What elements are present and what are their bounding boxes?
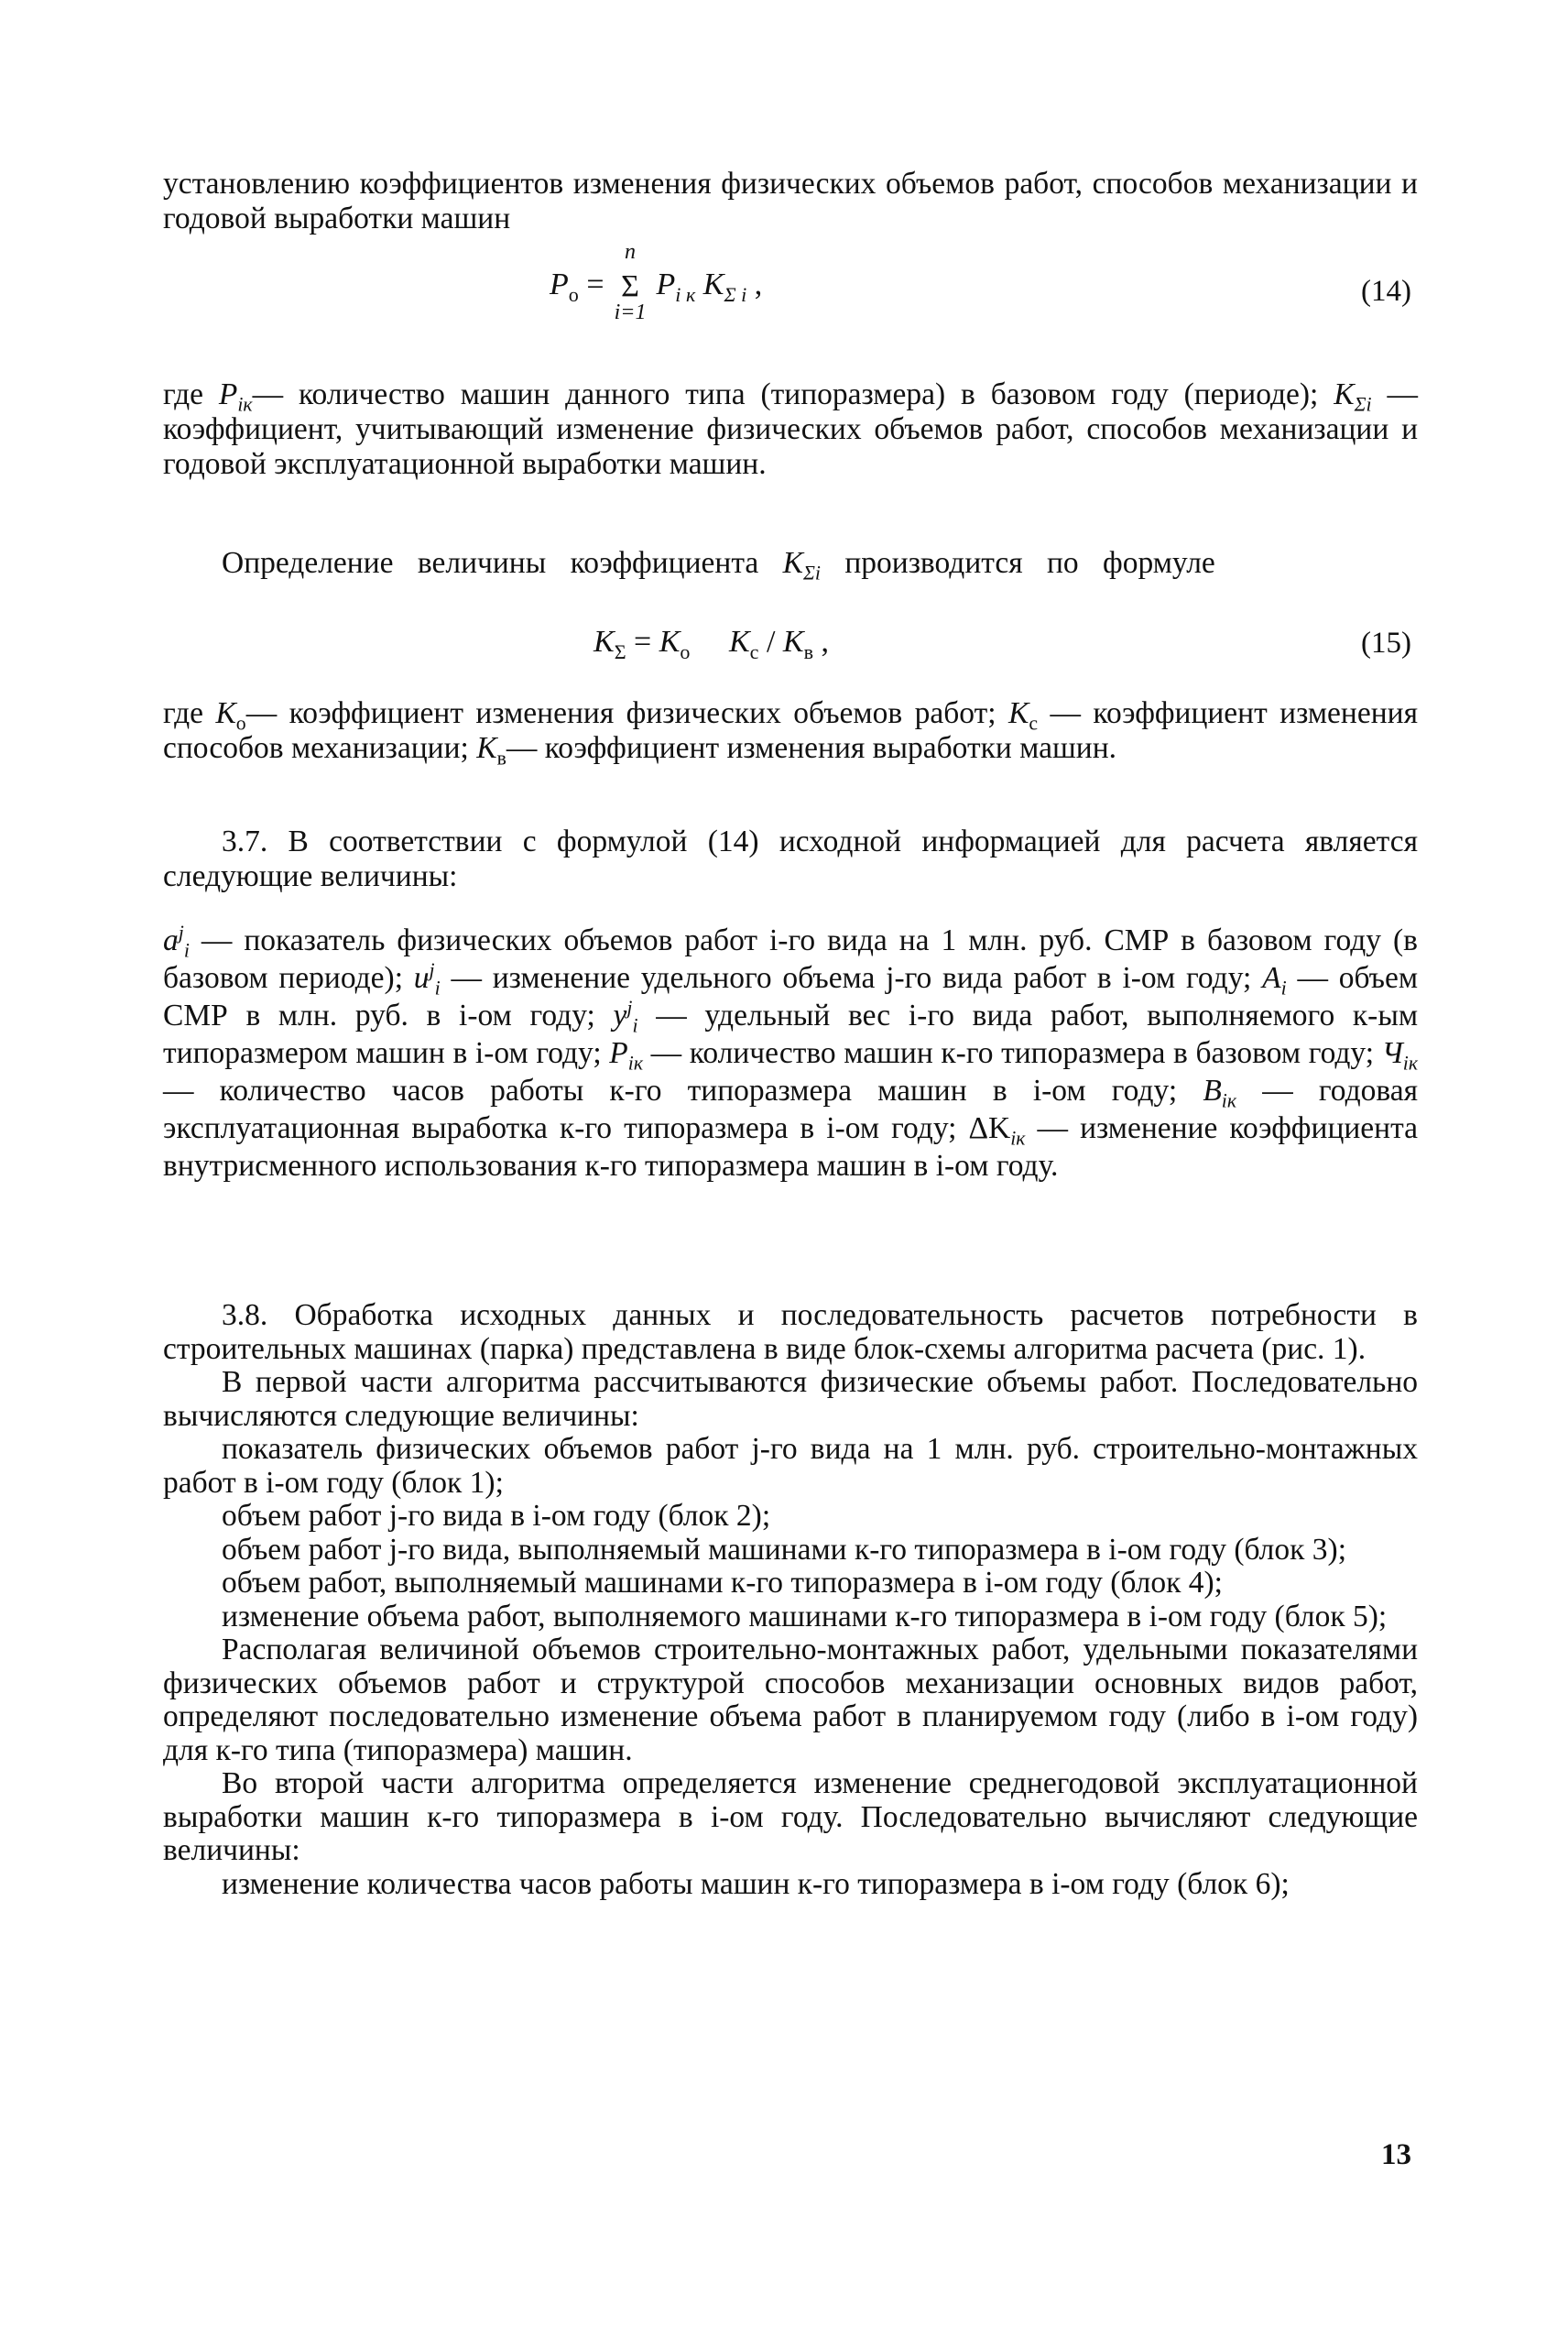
equation-number-15: (15) xyxy=(1361,627,1411,660)
equation-number-14: (14) xyxy=(1361,275,1411,308)
formula-15: $K_\Sigma = K_о$ $K_с / K_в$ , xyxy=(593,625,830,663)
def-15-paragraph: Определение величины коэффициента $K_{\Sigma i}$ производится по формуле xyxy=(222,546,1215,584)
section-3-8: 3.8. Обработка исходных данных и последовательность расчетов потребности в строительных машинах (парка) представлена в виде блок-схемы алгоритма расчета (рис. 1). В первой части алгоритма рассчитываются физические объемы работ. Последовательно вычисляются следующие величины: показатель физических объемов работ j-го вида на 1 млн. руб. строительно-монтажных работ в i-ом году (блок 1); объем работ j-го вида в i-ом году (блок 2); объем работ j-го вида, выполняемый машинами к-го типоразмера в i-ом году (блок 3); объем работ, выполняемый машинами к-го типоразмера в i-ом году (блок 4); изменение объема работ, выполняемого машинами к-го типоразмера в i-ом году (блок 5); Располагая величиной объемов строительно-монтажных работ, удельными показателями физических объемов работ и структурой способов механизации основных видов работ, определяют последовательно изменение объема работ в планируемом году (либо в i-ом году) для к-го типа (типоразмера) машин. Во второй части алгоритма определяется изменение среднегодовой эксплуатационной выработки машин к-го типоразмера в i-ом году. Последовательно вычисляют следующие величины: изменение количества часов работы машин к-го типоразмера в i-ом году (блок 6); xyxy=(163,1298,1418,1901)
formula-14: $P_о$ = n Σ i=1 $P_{i к}$ $K_{\Sigma i}$ , xyxy=(550,240,763,325)
page-number: 13 xyxy=(1381,2138,1411,2171)
sum-operator: n Σ i=1 xyxy=(614,240,647,325)
section-3-7: 3.7. В соответствии с формулой (14) исходной информацией для расчета является следующие величины: xyxy=(163,825,1418,893)
where-14-paragraph: где $P_{iк}—$ количество машин данного типа (типоразмера) в базовом году (периоде); $K_{\Sigma i}$ — коэффициент, учитывающий изменение физических объемов работ, способов механизации и годовой эксплуатационной выработки машин. xyxy=(163,377,1418,481)
section-3-7-variables: $a^j_i$ — показатель физических объемов работ i-го вида на 1 млн. руб. СМР в базовом году (в базовом периоде); $u^j_i$ — изменение удельного объема j-го вида работ в i-ом году; $A_i$ — объем СМР в млн. руб. в i-ом году; $y^j_i$ — удельный вес i-го вида работ, выполняемого к-ым типоразмером машин в i-ом году; $P_{iк}$ — количество машин к-го типоразмера в базовом году; $Ч_{iк}$ — количество часов работы к-го типоразмера машин в i-ом году; $B_{iк}$ — годовая эксплуатационная выработка к-го типоразмера в i-ом году; $\Delta K_{iк}$ — изменение коэффициента внутрисменного использования к-го типоразмера машин в i-ом году. xyxy=(163,921,1419,1183)
intro-paragraph xyxy=(163,167,1418,236)
where-15-paragraph: где $K_о—$ коэффициент изменения физических объемов работ; $K_с$ — коэффициент изменения способов механизации; $K_в—$ коэффициент изменения выработки машин. xyxy=(163,696,1418,770)
intro-text: установлению коэффициентов изменения физических объемов работ, способов механизации и годовой выработки машин xyxy=(163,167,1418,235)
